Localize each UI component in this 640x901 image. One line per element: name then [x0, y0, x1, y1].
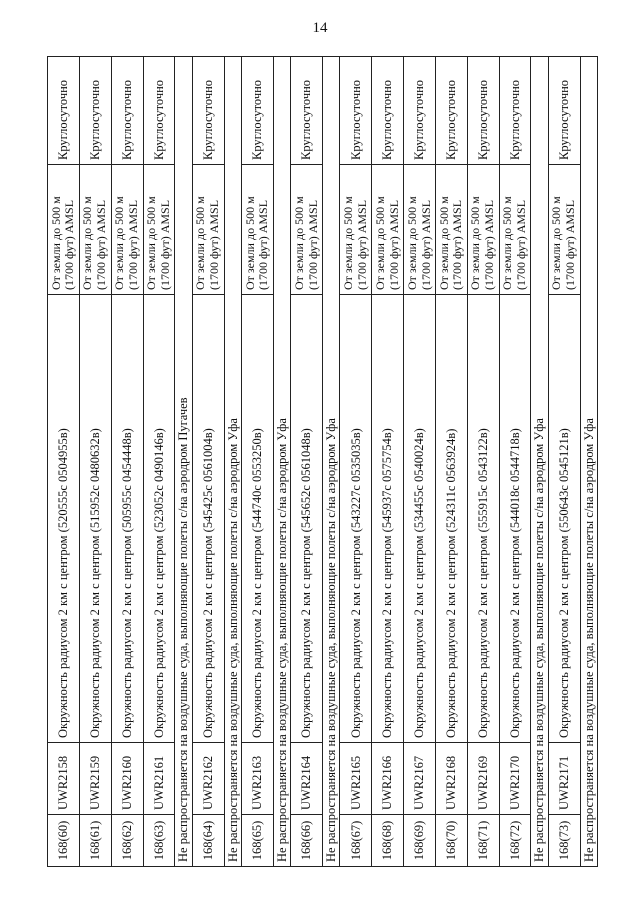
zone-description: Окружность радиусом 2 км с центром (555915с 0543122в)	[467, 295, 499, 743]
zone-altitude	[467, 165, 499, 295]
note-text: Не распространяется на воздушные суда, выполняющие полеты с/на аэродром Уфа	[580, 57, 597, 867]
zone-altitude	[499, 165, 531, 295]
zone-code: UWR2166	[372, 743, 404, 815]
zone-description: Окружность радиусом 2 км с центром (505955с 0454448в)	[111, 295, 143, 743]
zone-schedule: Круглосуточно	[467, 57, 499, 165]
note-row	[273, 57, 290, 867]
zone-row	[499, 57, 531, 867]
page-number: 14	[312, 20, 328, 36]
note-row	[323, 57, 340, 867]
zone-altitude	[435, 165, 467, 295]
zone-number: 168(71)	[467, 815, 499, 867]
zone-description: Окружность радиусом 2 км с центром (515952с 0480632в)	[79, 295, 111, 743]
zone-code: UWR2163	[241, 743, 273, 815]
zone-row	[111, 57, 143, 867]
zone-altitude	[48, 165, 80, 295]
zone-number: 168(60)	[48, 815, 80, 867]
airspace-table-body	[48, 57, 598, 867]
airspace-table	[47, 56, 598, 867]
altitude-feet: (1700 фут) AMSL	[563, 199, 578, 290]
zone-description: Окружность радиусом 2 км с центром (543227с 0535035в)	[340, 295, 372, 743]
zone-row	[404, 57, 436, 867]
zone-number: 168(73)	[548, 815, 580, 867]
zone-code: UWR2169	[467, 743, 499, 815]
zone-description: Окружность радиусом 2 км с центром (544740с 0553250в)	[241, 295, 273, 743]
zone-row	[435, 57, 467, 867]
zone-description: Окружность радиусом 2 км с центром (545425с 0561004в)	[192, 295, 224, 743]
zone-code: UWR2160	[111, 743, 143, 815]
note-text: Не распространяется на воздушные суда, выполняющие полеты с/на аэродром Уфа	[323, 57, 340, 867]
note-text: Не распространяется на воздушные суда, выполняющие полеты с/на аэродром Уфа	[224, 57, 241, 867]
zone-description: Окружность радиусом 2 км с центром (534455с 0540024в)	[404, 295, 436, 743]
zone-number: 168(68)	[372, 815, 404, 867]
zone-description: Окружность радиусом 2 км с центром (520555с 0504955в)	[48, 295, 80, 743]
zone-schedule: Круглосуточно	[548, 57, 580, 165]
zone-code: UWR2159	[79, 743, 111, 815]
zone-code: UWR2158	[48, 743, 80, 815]
altitude-range: От земли до 500 м	[242, 196, 257, 290]
zone-description: Окружность радиусом 2 км с центром (545652с 0561048в)	[291, 295, 323, 743]
zone-schedule: Круглосуточно	[372, 57, 404, 165]
zone-schedule: Круглосуточно	[241, 57, 273, 165]
zone-number: 168(65)	[241, 815, 273, 867]
zone-number: 168(72)	[499, 815, 531, 867]
altitude-range: От земли до 500 м	[193, 196, 208, 290]
altitude-range: От земли до 500 м	[341, 196, 356, 290]
note-row	[175, 57, 192, 867]
altitude-feet: (1700 фут) AMSL	[450, 199, 465, 290]
zone-schedule: Круглосуточно	[340, 57, 372, 165]
zone-description: Окружность радиусом 2 км с центром (544018с 0544718в)	[499, 295, 531, 743]
zone-number: 168(70)	[435, 815, 467, 867]
zone-schedule: Круглосуточно	[499, 57, 531, 165]
zone-row	[548, 57, 580, 867]
zone-schedule: Круглосуточно	[111, 57, 143, 165]
zone-code: UWR2161	[143, 743, 175, 815]
zone-schedule: Круглосуточно	[435, 57, 467, 165]
note-text: Не распространяется на воздушные суда, выполняющие полеты с/на аэродром Пугачев	[175, 57, 192, 867]
zone-schedule: Круглосуточно	[192, 57, 224, 165]
zone-code: UWR2164	[291, 743, 323, 815]
altitude-range: От земли до 500 м	[500, 196, 515, 290]
altitude-range: От земли до 500 м	[144, 196, 159, 290]
altitude-feet: (1700 фут) AMSL	[354, 199, 369, 290]
zone-number: 168(64)	[192, 815, 224, 867]
altitude-range: От земли до 500 м	[549, 196, 564, 290]
zone-row	[467, 57, 499, 867]
zone-altitude	[548, 165, 580, 295]
altitude-feet: (1700 фут) AMSL	[386, 199, 401, 290]
zone-altitude	[404, 165, 436, 295]
zone-schedule: Круглосуточно	[48, 57, 80, 165]
zone-schedule: Круглосуточно	[79, 57, 111, 165]
zone-description: Окружность радиусом 2 км с центром (545937с 0575754в)	[372, 295, 404, 743]
zone-description: Окружность радиусом 2 км с центром (523052с 0490146в)	[143, 295, 175, 743]
altitude-feet: (1700 фут) AMSL	[418, 199, 433, 290]
note-row	[580, 57, 597, 867]
note-text: Не распространяется на воздушные суда, выполняющие полеты с/на аэродром Уфа	[273, 57, 290, 867]
altitude-range: От земли до 500 м	[112, 196, 127, 290]
zone-altitude	[111, 165, 143, 295]
altitude-feet: (1700 фут) AMSL	[207, 199, 222, 290]
altitude-feet: (1700 фут) AMSL	[94, 199, 109, 290]
zone-schedule: Круглосуточно	[404, 57, 436, 165]
note-row	[224, 57, 241, 867]
altitude-range: От земли до 500 м	[468, 196, 483, 290]
zone-number: 168(62)	[111, 815, 143, 867]
altitude-range: От земли до 500 м	[372, 196, 387, 290]
zone-row	[192, 57, 224, 867]
altitude-feet: (1700 фут) AMSL	[126, 199, 141, 290]
zone-code: UWR2170	[499, 743, 531, 815]
zone-row	[291, 57, 323, 867]
zone-schedule: Круглосуточно	[291, 57, 323, 165]
altitude-feet: (1700 фут) AMSL	[305, 199, 320, 290]
zone-code: UWR2162	[192, 743, 224, 815]
zone-number: 168(67)	[340, 815, 372, 867]
zone-row	[340, 57, 372, 867]
zone-altitude	[291, 165, 323, 295]
zone-row	[79, 57, 111, 867]
zone-row	[48, 57, 80, 867]
zone-altitude	[340, 165, 372, 295]
zone-code: UWR2167	[404, 743, 436, 815]
altitude-feet: (1700 фут) AMSL	[62, 199, 77, 290]
zone-code: UWR2168	[435, 743, 467, 815]
airspace-table-rotated	[47, 57, 596, 867]
note-text: Не распространяется на воздушные суда, выполняющие полеты с/на аэродром Уфа	[531, 57, 548, 867]
altitude-range: От земли до 500 м	[404, 196, 419, 290]
zone-code: UWR2171	[548, 743, 580, 815]
zone-number: 168(63)	[143, 815, 175, 867]
zone-number: 168(61)	[79, 815, 111, 867]
zone-number: 168(66)	[291, 815, 323, 867]
zone-description: Окружность радиусом 2 км с центром (550643с 0545121в)	[548, 295, 580, 743]
zone-row	[143, 57, 175, 867]
zone-row	[241, 57, 273, 867]
note-row	[531, 57, 548, 867]
zone-row	[372, 57, 404, 867]
zone-altitude	[192, 165, 224, 295]
zone-number: 168(69)	[404, 815, 436, 867]
zone-description: Окружность радиусом 2 км с центром (524311с 0563924в)	[435, 295, 467, 743]
zone-schedule: Круглосуточно	[143, 57, 175, 165]
altitude-feet: (1700 фут) AMSL	[482, 199, 497, 290]
zone-altitude	[241, 165, 273, 295]
zone-altitude	[372, 165, 404, 295]
altitude-feet: (1700 фут) AMSL	[157, 199, 172, 290]
altitude-range: От земли до 500 м	[80, 196, 95, 290]
zone-code: UWR2165	[340, 743, 372, 815]
altitude-range: От земли до 500 м	[48, 196, 63, 290]
altitude-range: От земли до 500 м	[291, 196, 306, 290]
zone-altitude	[143, 165, 175, 295]
altitude-feet: (1700 фут) AMSL	[514, 199, 529, 290]
altitude-feet: (1700 фут) AMSL	[256, 199, 271, 290]
zone-altitude	[79, 165, 111, 295]
altitude-range: От земли до 500 м	[436, 196, 451, 290]
